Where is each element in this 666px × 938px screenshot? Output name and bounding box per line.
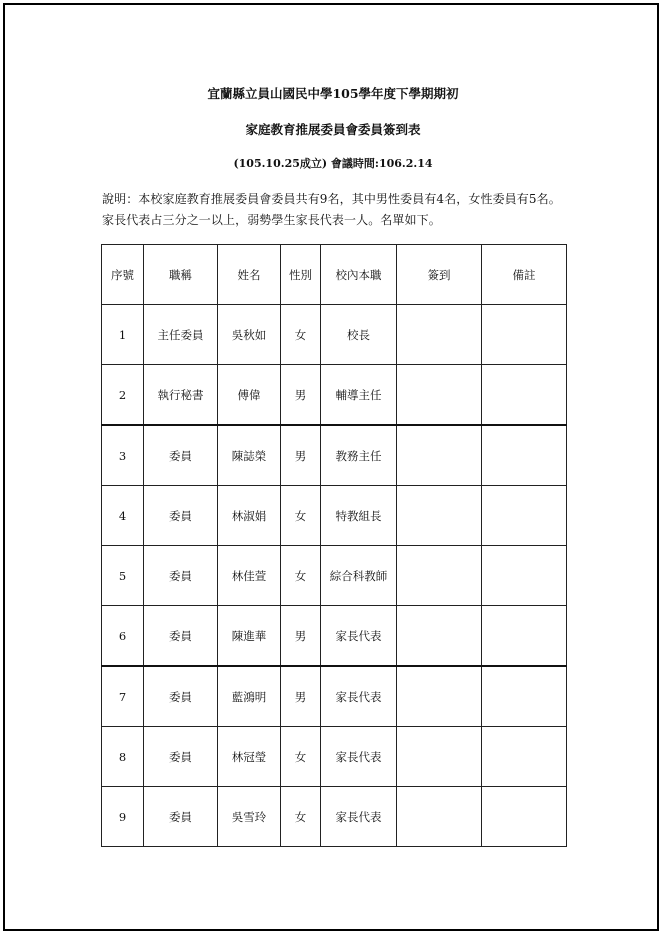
- cell-name: 陳進華: [218, 606, 281, 667]
- cell-position: 特教組長: [321, 486, 397, 546]
- cell-remark[interactable]: [482, 305, 567, 365]
- cell-gender: 女: [281, 305, 321, 365]
- column-header-name: 姓名: [218, 245, 281, 305]
- cell-position: 校長: [321, 305, 397, 365]
- cell-position: 輔導主任: [321, 365, 397, 426]
- cell-sign[interactable]: [397, 305, 482, 365]
- table-row: [102, 787, 567, 847]
- cell-remark[interactable]: [482, 666, 567, 727]
- cell-no: 3: [102, 425, 144, 486]
- cell-sign[interactable]: [397, 727, 482, 787]
- column-header-position: 校內本職: [321, 245, 397, 305]
- cell-remark[interactable]: [482, 365, 567, 426]
- cell-title: 委員: [144, 787, 218, 847]
- column-header-remark: 備註: [482, 245, 567, 305]
- form-title: 家庭教育推展委員會委員簽到表: [245, 122, 421, 137]
- cell-remark[interactable]: [482, 606, 567, 667]
- cell-gender: 男: [281, 365, 321, 426]
- column-header-no: 序號: [102, 245, 144, 305]
- cell-title: 委員: [144, 486, 218, 546]
- cell-sign[interactable]: [397, 425, 482, 486]
- cell-title: 委員: [144, 727, 218, 787]
- cell-name: 林佳萱: [218, 546, 281, 606]
- header-row: [102, 245, 567, 305]
- cell-gender: 女: [281, 787, 321, 847]
- cell-name: 林淑娟: [218, 486, 281, 546]
- cell-gender: 男: [281, 606, 321, 667]
- cell-remark[interactable]: [482, 787, 567, 847]
- cell-sign[interactable]: [397, 787, 482, 847]
- cell-gender: 男: [281, 425, 321, 486]
- cell-no: 7: [102, 666, 144, 727]
- cell-remark[interactable]: [482, 425, 567, 486]
- cell-position: 綜合科教師: [321, 546, 397, 606]
- table-row: [102, 425, 567, 486]
- cell-no: 8: [102, 727, 144, 787]
- table-row: [102, 666, 567, 727]
- table-row: [102, 365, 567, 426]
- cell-name: 林冠瑩: [218, 727, 281, 787]
- cell-title: 委員: [144, 425, 218, 486]
- cell-name: 傅偉: [218, 365, 281, 426]
- table-row: [102, 727, 567, 787]
- cell-gender: 女: [281, 486, 321, 546]
- cell-position: 家長代表: [321, 787, 397, 847]
- column-header-gender: 性別: [281, 245, 321, 305]
- cell-gender: 男: [281, 666, 321, 727]
- cell-position: 家長代表: [321, 666, 397, 727]
- description-note: 說明：本校家庭教育推展委員會委員共有9名，其中男性委員有4名，女性委員有5名。家長代表占三分之一以上，弱勢學生家長代表一人。名單如下。: [102, 192, 561, 227]
- cell-no: 4: [102, 486, 144, 546]
- cell-title: 執行秘書: [144, 365, 218, 426]
- table-row: [102, 305, 567, 365]
- cell-title: 委員: [144, 546, 218, 606]
- cell-no: 1: [102, 305, 144, 365]
- meeting-info: (105.10.25成立) 會議時間:106.2.14: [233, 157, 433, 170]
- cell-sign[interactable]: [397, 606, 482, 667]
- cell-name: 陳誌榮: [218, 425, 281, 486]
- cell-name: 吳秋如: [218, 305, 281, 365]
- cell-gender: 女: [281, 727, 321, 787]
- cell-position: 家長代表: [321, 727, 397, 787]
- cell-name: 藍鴻明: [218, 666, 281, 727]
- cell-sign[interactable]: [397, 365, 482, 426]
- table-row: [102, 486, 567, 546]
- cell-title: 委員: [144, 666, 218, 727]
- column-header-title: 職稱: [144, 245, 218, 305]
- cell-title: 委員: [144, 606, 218, 667]
- cell-sign[interactable]: [397, 666, 482, 727]
- cell-sign[interactable]: [397, 486, 482, 546]
- cell-no: 6: [102, 606, 144, 667]
- sign-in-table: [101, 244, 567, 847]
- cell-position: 教務主任: [321, 425, 397, 486]
- cell-remark[interactable]: [482, 546, 567, 606]
- table-row: [102, 606, 567, 667]
- cell-position: 家長代表: [321, 606, 397, 667]
- table-row: [102, 546, 567, 606]
- cell-sign[interactable]: [397, 546, 482, 606]
- cell-no: 2: [102, 365, 144, 426]
- cell-remark[interactable]: [482, 727, 567, 787]
- cell-gender: 女: [281, 546, 321, 606]
- cell-name: 吳雪玲: [218, 787, 281, 847]
- cell-no: 5: [102, 546, 144, 606]
- column-header-sign: 簽到: [397, 245, 482, 305]
- cell-no: 9: [102, 787, 144, 847]
- cell-remark[interactable]: [482, 486, 567, 546]
- cell-title: 主任委員: [144, 305, 218, 365]
- page-title: 宜蘭縣立員山國民中學105學年度下學期期初: [207, 86, 459, 101]
